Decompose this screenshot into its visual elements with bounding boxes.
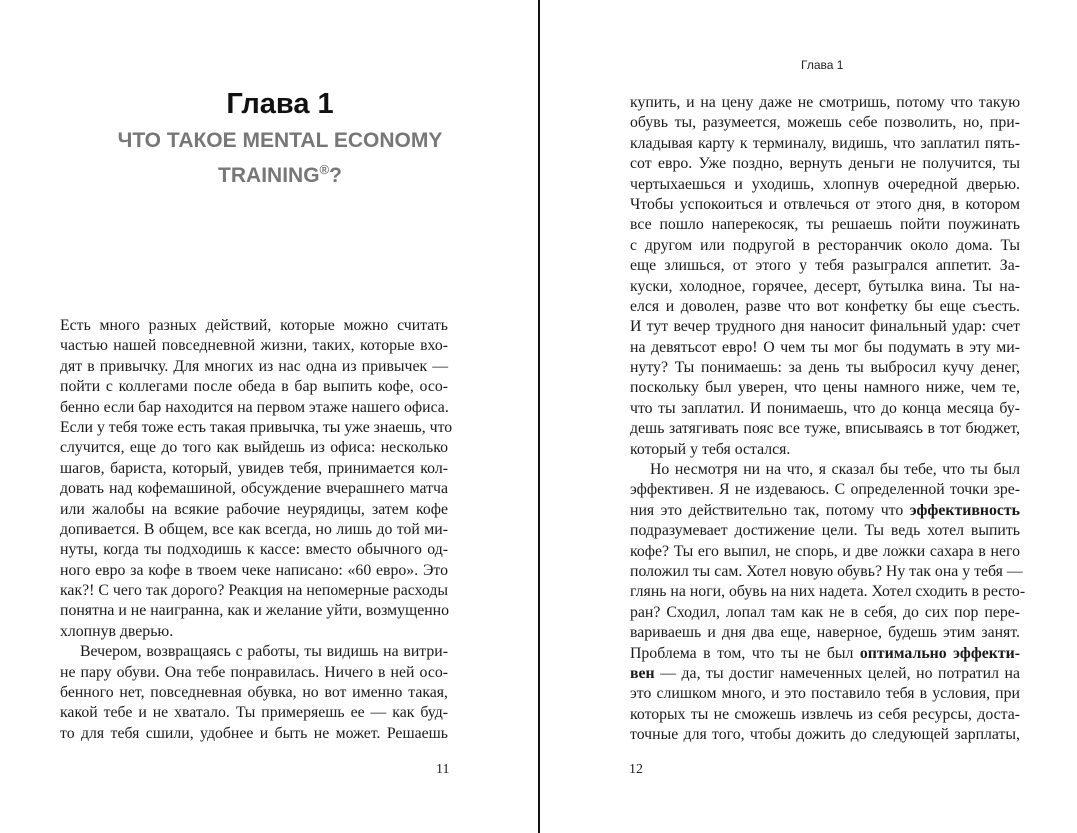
text-line: шагов, бариста, который, увидев тебя, принимается кол- xyxy=(60,459,448,477)
text-line: все пошло наперекосяк, ты решаешь пойти поужинать xyxy=(630,216,1020,234)
body-text xyxy=(630,93,1026,746)
text-line: бенно если бар находится на первом этаже нашего офиса. xyxy=(60,398,449,416)
bold-term: оптимально эффекти- xyxy=(859,644,1021,662)
running-head: Глава 1 xyxy=(801,58,844,72)
text-line: Вечером, возвращаясь с работы, ты видишь на витри- xyxy=(80,643,448,661)
text-line: как?! С чего так дорого? Реакция на непомерные расходы xyxy=(60,582,448,600)
chapter-subtitle-line: TRAINING®? xyxy=(218,162,342,187)
bold-term: эффективность xyxy=(909,501,1020,519)
text-line: Проблема в том, что ты не был оптимально эффекти- xyxy=(630,644,1021,662)
page-number: 12 xyxy=(629,762,643,777)
text-line: куски, холодное, горячее, десерт, бутылка вина. Ты на- xyxy=(630,277,1020,295)
text-line: точные для того, чтобы дожить до следующей зарплаты, xyxy=(630,726,1020,744)
text-line: не пару обуви. Она тебе понравилась. Ничего в ней осо- xyxy=(60,663,448,681)
text-line: елся и доволен, разве что вот конфетку бы еще съесть. xyxy=(630,297,1020,315)
text-line: бенного нет, повседневная обувка, но вот именно такая, xyxy=(60,684,448,702)
chapter-title: Глава 1 xyxy=(226,88,334,120)
text-line: довать над кофемашиной, обсуждение вчерашнего матча xyxy=(60,480,448,498)
text-line: то для тебя сшили, удобнее и быть не может. Решаешь xyxy=(60,724,448,742)
text-line: или жалобы на всякие рабочие неурядицы, затем кофе xyxy=(60,500,448,518)
text-line: хлопнув дверью. xyxy=(60,622,174,640)
text-line: ного евро за кофе в твоем чеке написано: «60 евро». Это xyxy=(60,561,448,579)
text-line: который у тебя остался. xyxy=(630,440,791,458)
text-line: Есть много разных действий, которые можно считать xyxy=(60,317,448,334)
registered-mark: ® xyxy=(319,162,330,177)
text-line: кофе? Ты его выпил, не спорь, и две ложки сахара в него xyxy=(630,542,1020,560)
text-line: обувь ты, разумеется, можешь себе позволить, но, при- xyxy=(630,114,1020,132)
left-page xyxy=(0,0,538,833)
text-line: с другом или подругой в ресторанчик около дома. Ты xyxy=(630,236,1020,254)
text-line: дят в привычку. Для многих из нас одна из привычек — xyxy=(60,357,448,375)
text-line: еще злишься, от этого у тебя разыгрался аппетит. За- xyxy=(630,257,1020,275)
bold-term: вен xyxy=(630,664,655,682)
text-line: вен — да, ты достиг намеченных целей, но потратил на xyxy=(630,664,1020,682)
text-line: Чтобы успокоиться и отвлечься от этого дня, в котором xyxy=(630,195,1020,213)
page-divider xyxy=(538,0,540,833)
text-line: подразумевает достижение цели. Ты ведь хотел выпить xyxy=(630,522,1020,540)
text-line: глянь на ноги, обувь на них надета. Хотел сходить в ресто- xyxy=(630,583,1026,601)
body-text xyxy=(60,316,453,744)
text-line: дешь затягивать пояс все туже, вписываясь в тот бюджет, xyxy=(630,420,1020,438)
text-line: сот евро. Уже поздно, вернуть деньги не получится, ты xyxy=(630,155,1020,173)
text-line: положил ты сам. Хотел новую обувь? Ну так она у тебя — xyxy=(630,562,1023,580)
text-line: Но несмотря ни на что, я сказал бы тебе, что ты был xyxy=(650,461,1020,479)
text-line: нуту? Ты понимаешь: за день ты выбросил кучу денег, xyxy=(630,359,1020,377)
text-line: допивается. В общем, все как всегда, но лишь до той ми- xyxy=(60,520,448,538)
text-line: которых ты не сможешь извлечь из себя ресурсы, доста- xyxy=(630,705,1020,723)
chapter-subtitle-line: ЧТО ТАКОЕ MENTAL ECONOMY xyxy=(117,129,443,152)
text-line: что ты заплатил. И понимаешь, что до конца месяца бу- xyxy=(630,399,1020,417)
text-line: это слишком много, и это поставило тебя в условия, при xyxy=(630,685,1020,703)
text-line: случится, еще до того как выйдешь из офиса: несколько xyxy=(60,439,448,457)
text-line: ния это действительно так, потому что эффективность xyxy=(630,501,1020,519)
right-page xyxy=(541,0,1077,833)
text-line: эффективен. Я не издеваюсь. С определенной точки зре- xyxy=(630,481,1020,499)
text-line: нуты, когда ты подходишь к кассе: вместо обычного од- xyxy=(60,541,448,559)
text-line: частью нашей повседневной жизни, таких, которые вхо- xyxy=(60,337,448,355)
text-line: на девятьсот евро! О чем ты мог бы подумать в эту ми- xyxy=(630,338,1020,356)
text-line: ран? Сходил, лопал там как не в себя, до сих пор пере- xyxy=(630,603,1020,621)
text-line: И тут вечер трудного дня наносит финальный удар: счет xyxy=(630,318,1020,336)
text-line: поскольку был уверен, что цены намного ниже, чем те, xyxy=(630,379,1020,397)
page-number: 11 xyxy=(436,762,450,777)
text-line: кладывая карту к терминалу, видишь, что заплатил пять- xyxy=(630,134,1020,152)
text-line: Если у тебя тоже есть такая привычка, ты уже знаешь, что xyxy=(60,418,453,436)
text-line: какой тебе и не хватало. Ты примеряешь ее — как буд- xyxy=(60,704,448,722)
text-line: вариваешь и дня два еще, наверное, будешь этим занят. xyxy=(630,624,1020,642)
text-line: пойти с коллегами после обеда в бар выпить кофе, осо- xyxy=(60,378,448,396)
text-line: понятна и не наигранна, как и желание уйти, возмущенно xyxy=(60,602,450,620)
text-line: чертыхаешься и уходишь, хлопнув очередной дверью. xyxy=(630,175,1020,193)
text-line: купить, и на цену даже не смотришь, потому что такую xyxy=(630,94,1020,111)
chapter-subtitle xyxy=(80,126,480,190)
